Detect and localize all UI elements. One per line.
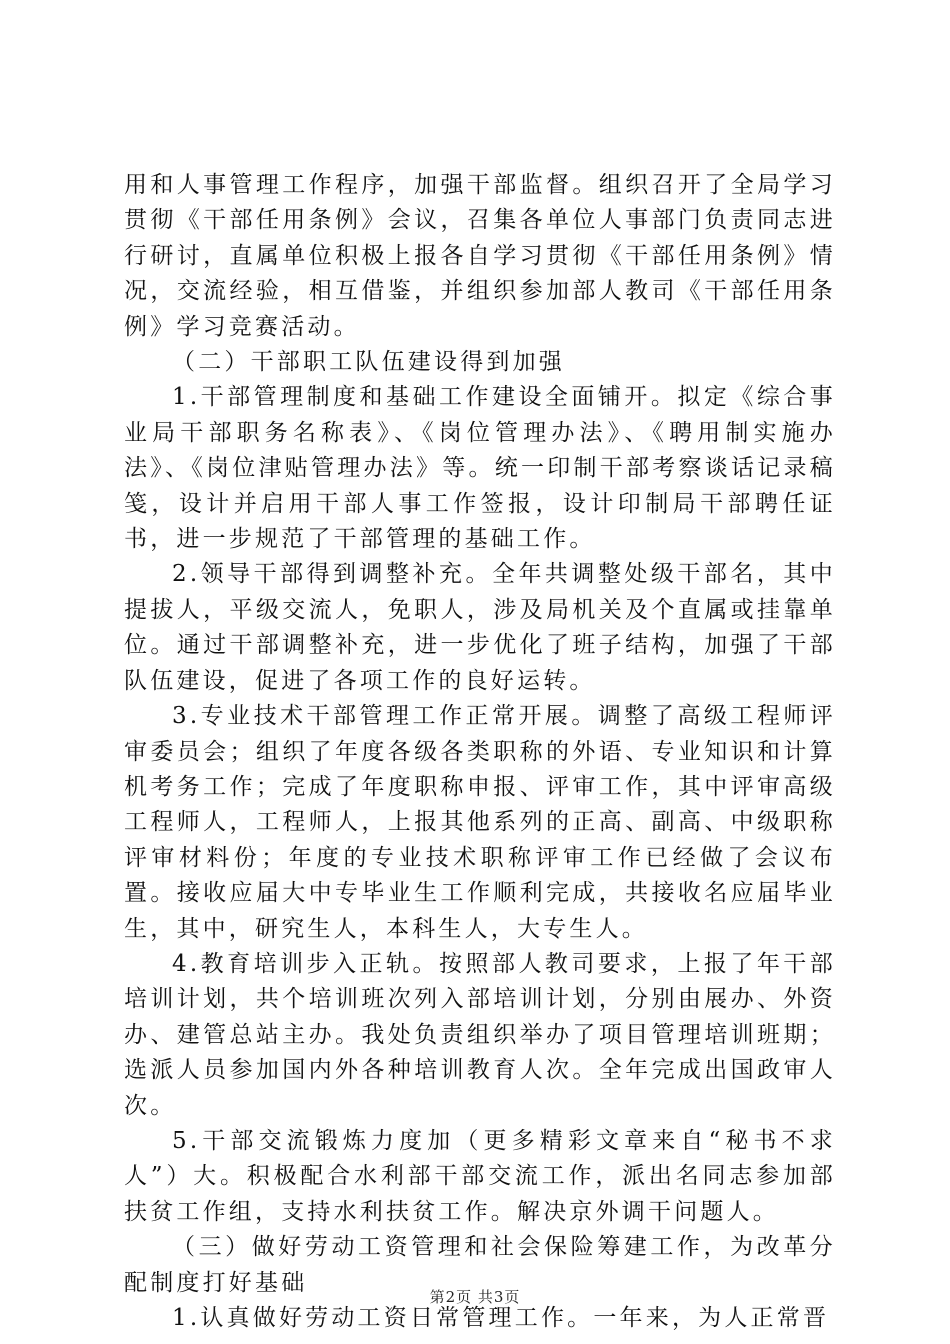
paragraph-item-1-section-three: 1.认真做好劳动工资日常管理工作。一年来，为人正常晋 xyxy=(172,1305,830,1331)
paragraph-item-4: 4.教育培训步入正轨。按照部人教司要求，上报了年干部培训计划，共个培训班次列入部培训计划，分别由展办、外资办、建管总站主办。我处负责组织举办了项目管理培训班期；选派人员参加国内外各种培训教育人次。全年完成出国政审人次。 xyxy=(124,950,836,1119)
section-heading-three: （三）做好劳动工资管理和社会保险筹建工作，为改革分配制度打好基础 xyxy=(124,1234,836,1296)
paragraph-item-3: 3.专业技术干部管理工作正常开展。调整了高级工程师评审委员会；组织了年度各级各类职称的外语、专业知识和计算机考务工作；完成了年度职称申报、评审工作，其中评审高级工程师人，工程师人，上报其他系列的正高、副高、中级职称评审材料份；年度的专业技术职称评审工作已经做了会议布置。接收应届大中专毕业生工作顺利完成，共接收名应届毕业生，其中，研究生人，本科生人，大专生人。 xyxy=(124,703,836,942)
page-footer: 第2页 共3页 xyxy=(429,1288,521,1306)
paragraph-continuation: 用和人事管理工作程序，加强干部监督。组织召开了全局学习贯彻《干部任用条例》会议，召集各单位人事部门负责同志进行研讨，直属单位积极上报各自学习贯彻《干部任用条例》情况，交流经验，相互借鉴，并组织参加部人教司《干部任用条例》学习竞赛活动。 xyxy=(124,172,836,340)
section-heading-two: （二）干部职工队伍建设得到加强 xyxy=(172,349,565,376)
document-body xyxy=(124,168,836,1336)
paragraph-item-1: 1.干部管理制度和基础工作建设全面铺开。拟定《综合事业局干部职务名称表》、《岗位管理办法》、《聘用制实施办法》、《岗位津贴管理办法》等。统一印制干部考察谈话记录稿笺，设计并启用干部人事工作签报，设计印制局干部聘任证书，进一步规范了干部管理的基础工作。 xyxy=(124,384,836,553)
paragraph-item-2: 2.领导干部得到调整补充。全年共调整处级干部名，其中提拔人，平级交流人，免职人，涉及局机关及个直属或挂靠单位。通过干部调整补充，进一步优化了班子结构，加强了干部队伍建设，促进了各项工作的良好运转。 xyxy=(124,561,836,694)
paragraph-item-5: 5.干部交流锻炼力度加（更多精彩文章来自“秘书不求人”）大。积极配合水利部干部交流工作，派出名同志参加部扶贫工作组，支持水利扶贫工作。解决京外调干问题人。 xyxy=(124,1127,836,1225)
